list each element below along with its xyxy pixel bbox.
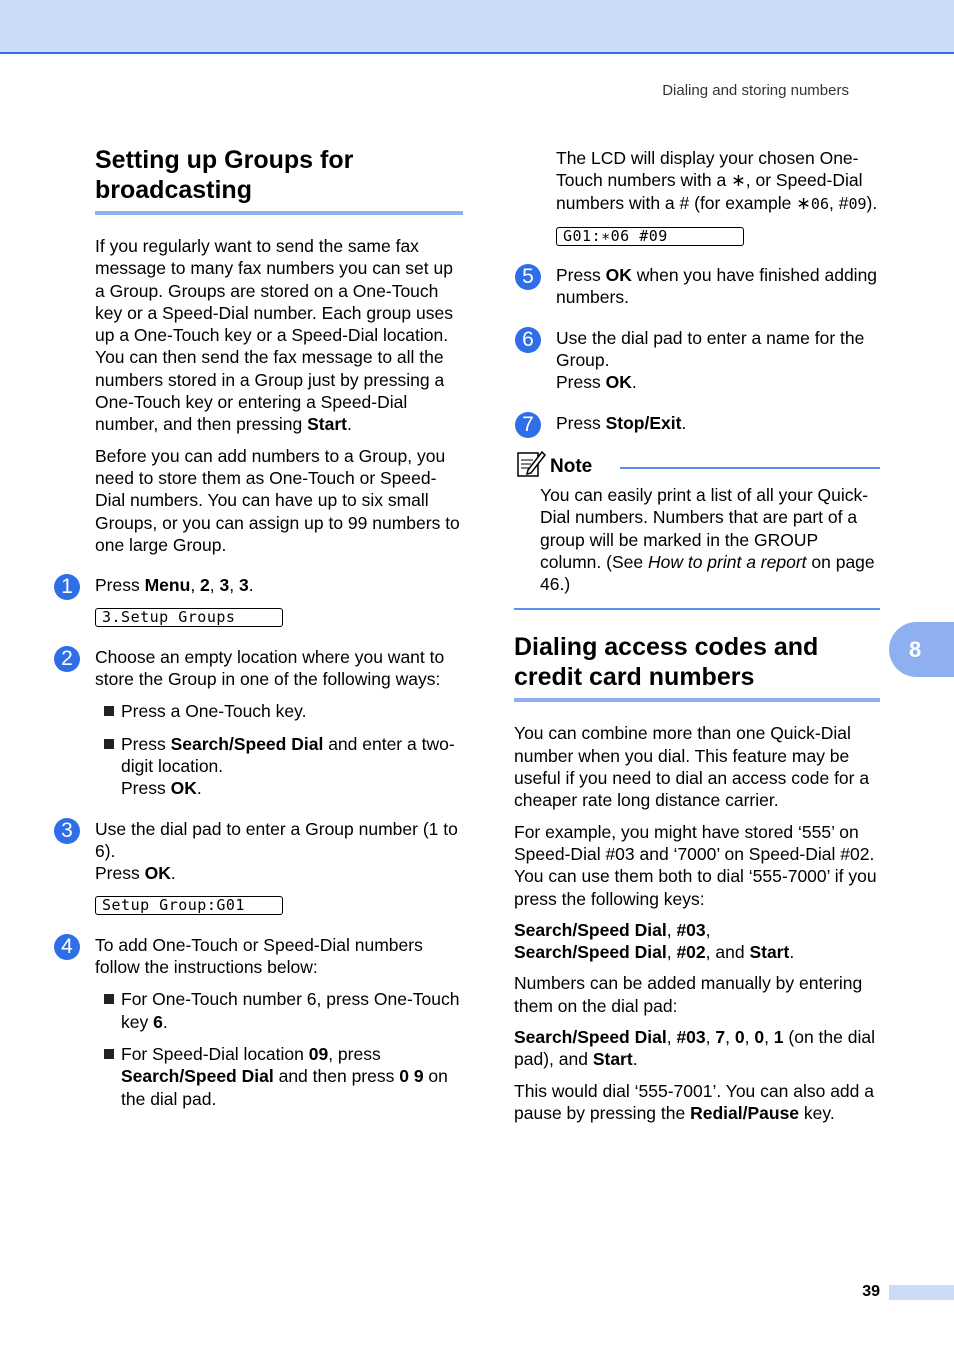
note-rule: [620, 467, 880, 469]
step-7: 7 Press Stop/Exit.: [556, 412, 880, 434]
note-pencil-icon: [516, 448, 546, 478]
step-5: 5 Press OK when you have finished adding numbers.: [556, 264, 880, 309]
step-number-badge: 5: [515, 264, 541, 290]
section-heading-access-codes: Dialing access codes and credit card numbers: [514, 633, 819, 692]
step-number-badge: 6: [515, 327, 541, 353]
right-column: [514, 147, 880, 1133]
footer-bar: [889, 1285, 954, 1300]
paragraph: You can combine more than one Quick-Dial number when you dial. This feature may be useful if you need to dial an access code for a cheaper rate long distance carrier.: [514, 723, 870, 811]
heading-rule: [514, 698, 880, 702]
intro-paragraph-2: Before you can add numbers to a Group, you need to store them as One-Touch or Speed-Dial numbers. You can have up to six small Groups, or you can assign up to 99 numbers to one large Group.: [95, 445, 460, 555]
lcd-display: 3.Setup Groups: [95, 608, 283, 627]
key-sequence-2: Search/Speed Dial, #03, 7, 0, 0, 1 (on the dial pad), and Start.: [514, 1027, 875, 1070]
lcd-explanation: The LCD will display your chosen One-Touch numbers with a ∗, or Speed-Dial numbers with a # (for example ∗06, #09).: [556, 148, 878, 213]
note-label: Note: [550, 455, 593, 477]
paragraph: For example, you might have stored ‘555’ on Speed-Dial #03 and ‘7000’ on Speed-Dial #02. You can use them both to dial ‘555-7000’ if you press the following keys:: [514, 821, 877, 909]
section-heading-groups: Setting up Groups for broadcasting: [95, 146, 354, 204]
intro-paragraph-1: If you regularly want to send the same fax message to many fax numbers you can set up a Group. Groups are stored on a One-Touch key or a Speed-Dial number. Each group uses up a One-Touch key or a Speed-Dial location. You can then send the fax message to all the numbers stored in a Group just by pressing a One-Touch key or entering a Speed-Dial number, and then pressing Start.: [95, 236, 453, 435]
step-number-badge: 4: [54, 934, 80, 960]
top-banner: [0, 0, 954, 54]
key-sequence-1: Search/Speed Dial, #03, Search/Speed Dial, #02, and Start.: [514, 919, 795, 963]
paragraph: Numbers can be added manually by entering them on the dial pad:: [514, 973, 863, 1016]
page-number: 39: [862, 1283, 880, 1300]
step-number-badge: 1: [54, 574, 80, 600]
lcd-display: G01:∗06 #09: [556, 227, 744, 246]
lcd-display: Setup Group:G01: [95, 896, 283, 915]
step-6: 6 Use the dial pad to enter a name for the Group. Press OK.: [556, 327, 880, 394]
heading-rule: [95, 211, 463, 215]
step-4: 4 To add One-Touch or Speed-Dial numbers follow the instructions below: For One-Touch number 6, press One-Touch key 6. For Speed-Dial location 09, press Search/Speed Dial and then press 0 9 on the dial pad.: [95, 934, 463, 1110]
step-1: 1 Press Menu, 2, 3, 3. 3.Setup Groups: [95, 574, 463, 628]
step-number-badge: 7: [515, 412, 541, 438]
bullet-item: Press a One-Touch key.: [95, 700, 463, 722]
note-end-rule: [514, 608, 880, 610]
step-number-badge: 2: [54, 646, 80, 672]
note-header: [514, 452, 880, 484]
step-2: 2 Choose an empty location where you want to store the Group in one of the following ways: Press a One-Touch key. Press Search/Speed Dial and enter a two-digit location. Press OK.: [95, 646, 463, 800]
running-header: Dialing and storing numbers: [662, 82, 849, 99]
left-column: [61, 145, 463, 1120]
bullet-item: Press Search/Speed Dial and enter a two-digit location. Press OK.: [95, 733, 463, 800]
bullet-item: For Speed-Dial location 09, press Search/Speed Dial and then press 0 9 on the dial pad.: [95, 1043, 463, 1110]
note-text: You can easily print a list of all your Quick-Dial numbers. Numbers that are part of a group will be marked in the GROUP column. (See How to print a report on page 46.): [540, 484, 875, 595]
bullet-item: For One-Touch number 6, press One-Touch key 6.: [95, 988, 463, 1033]
step-3: 3 Use the dial pad to enter a Group number (1 to 6). Press OK. Setup Group:G01: [95, 818, 463, 916]
paragraph: This would dial ‘555-7001’. You can also add a pause by pressing the Redial/Pause key.: [514, 1080, 874, 1123]
chapter-tab: 8: [889, 622, 954, 677]
step-number-badge: 3: [54, 818, 80, 844]
